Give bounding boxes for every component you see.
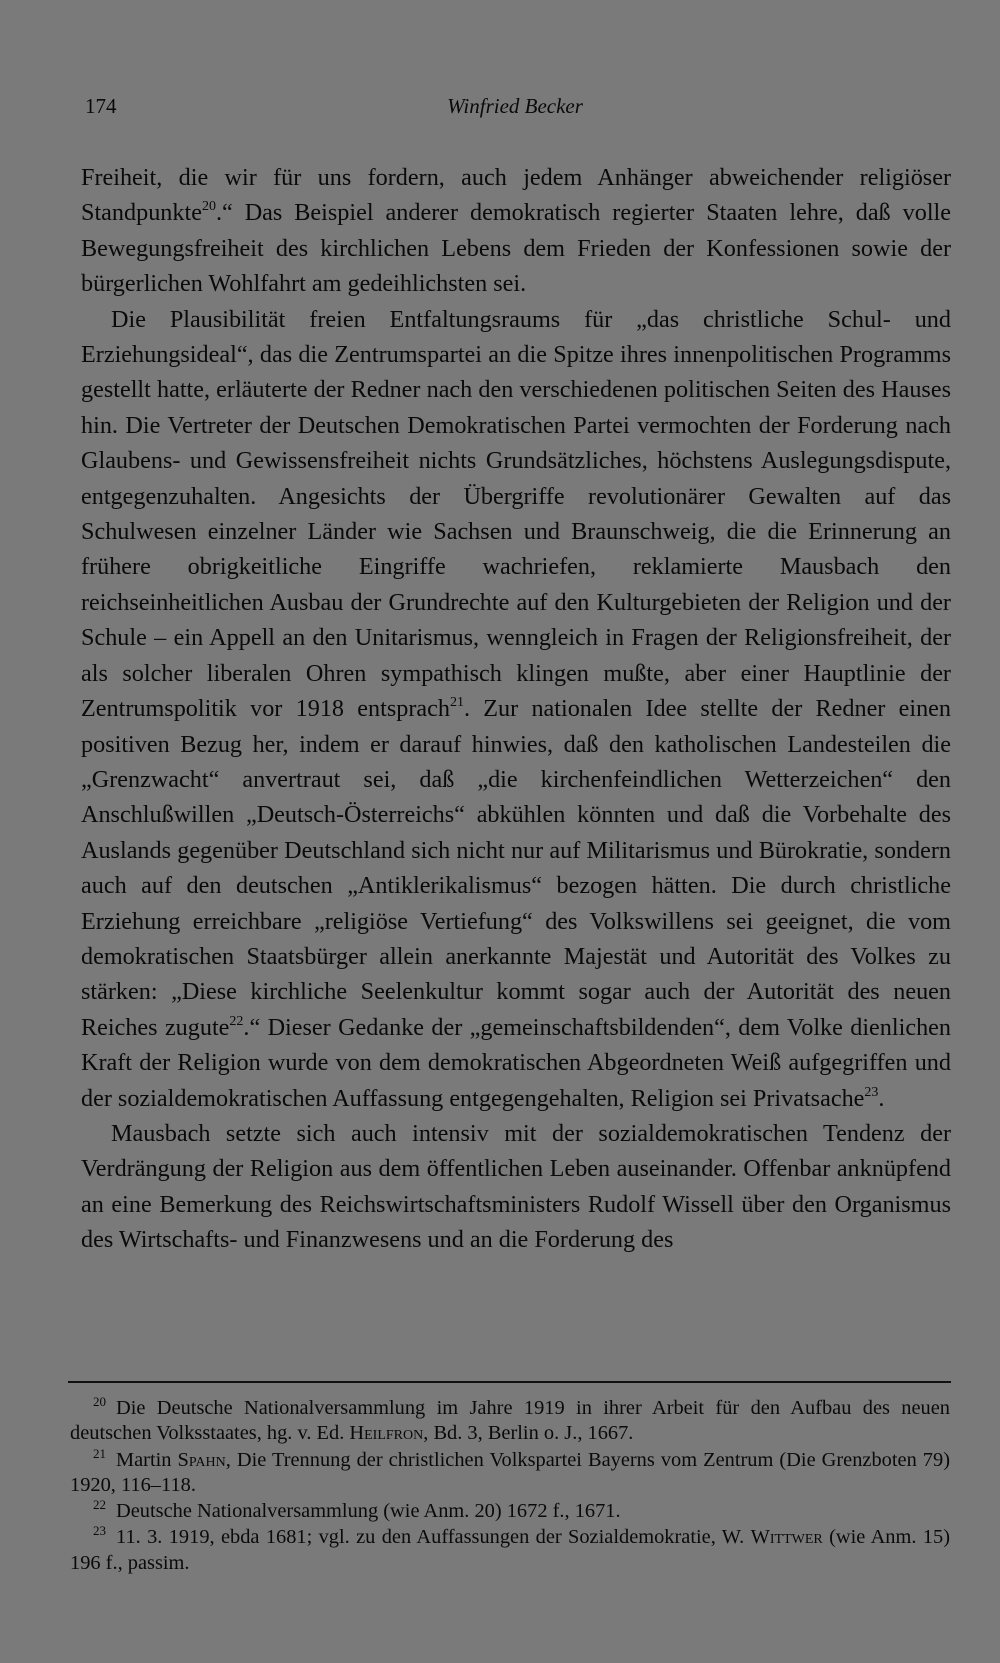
paragraph-1: Freiheit, die wir für uns fordern, auch jedem Anhänger abweichender religiöser Standpunkte$^{20}$.“ Das Beispiel anderer demokratisch regierter Staaten lehre, daß volle Bewegungsfreiheit des kirchlichen Lebens dem Frieden der Konfessionen sowie der bürgerlichen Wohlfahrt am gedeihlichsten sei. (81, 164, 951, 298)
footnote-ref-20: 20 (201, 199, 216, 215)
paragraph-2: Die Plausibilität freien Entfaltungsraums für „das christliche Schul- und Erziehungsideal“, das die Zentrumspartei an die Spitze ihres innenpolitischen Programms gestellt hatte, erläuterte der Redner nach den verschiedenen politischen Seiten des Hauses hin. Die Vertreter der Deutschen Demokratischen Partei vermochten der Forderung nach Glaubens- und Gewissensfreiheit nichts Grundsätzliches, höchstens Auslegungsdispute, entgegenzuhalten. Angesichts der Übergriffe revolutionärer Gewalten auf das Schulwesen einzelner Länder wie Sachsen und Braunschweig, die die Erinnerung an frühere obrigkeitliche Eingriffe wachriefen, reklamierte Mausbach den reichseinheitlichen Ausbau der Grundrechte auf den Kulturgebieten der Religion und der Schule – ein Appell an den Unitarismus, wenngleich in Fragen der Religionsfreiheit, der als solcher liberalen Ohren sympathisch klingen mußte, aber einer Hauptlinie der Zentrumspolitik vor 1918 entsprach$^{21}$. Zur nationalen Idee stellte der Redner einen positiven Bezug her, indem er darauf hinwies, daß den katholischen Landesteilen die „Grenzwacht“ anvertraut sei, daß „die kirchenfeindlichen Wetterzeichen“ den Anschlußwillen „Deutsch-Österreichs“ abkühlen könnten und daß die Vorbehalte des Auslands gegenüber Deutschland sich nicht nur auf Militarismus und Bürokratie, sondern auch auf den deutschen „Antiklerikalismus“ bezogen hätten. Die durch christliche Erziehung erreichbare „religiöse Vertiefung“ des Volkswillens sei geeignet, die vom demokratischen Staatsbürger allein anerkannte Majestät und Autorität des Volkes zu stärken: „Diese kirchliche Seelenkultur kommt sogar auch der Autorität des neuen Reiches zugute$^{22}$.“ Dieser Gedanke der „gemeinschaftsbildenden“, dem Volke dienlichen Kraft der Religion wurde von dem demokratischen Abgeordneten Weiß aufgegriffen und der sozialdemokratischen Auffassung entgegengehalten, Religion sei Privatsache$^{23}$. (81, 305, 951, 1112)
footnote-ref-22: 22 (229, 1013, 244, 1029)
footnotes (70, 1396, 950, 1577)
footnote-23: 23 11. 3. 1919, ebda 1681; vgl. zu den Auffassungen der Sozialdemokratie, W. Wittwer (wie Anm. 15) 196 f., passim. (70, 1523, 950, 1574)
running-header (85, 94, 945, 134)
paragraph-3: Mausbach setzte sich auch intensiv mit der sozialdemokratischen Tendenz der Verdrängung der Religion aus dem öffentlichen Leben auseinander. Offenbar anknüpfend an eine Bemerkung des Reichswirtschaftsministers Rudolf Wissell über den Organismus des Wirtschafts- und Finanzwesens und an die Forderung des (81, 1119, 951, 1254)
page-number: 174 (85, 94, 117, 118)
footnote-separator (68, 1381, 951, 1383)
body-text (81, 160, 951, 1258)
footnote-20: 20 Die Deutsche Nationalversammlung im Jahre 1919 in ihrer Arbeit für den Aufbau des neuen deutschen Volksstaates, hg. v. Ed. Heilfron, Bd. 3, Berlin o. J., 1667. (70, 1394, 950, 1445)
footnote-22: 22 Deutsche Nationalversammlung (wie Anm. 20) 1672 f., 1671. (93, 1497, 621, 1523)
footnote-ref-21: 21 (449, 695, 464, 711)
running-title: Winfried Becker (447, 94, 583, 118)
footnote-21: 21 Martin Spahn, Die Trennung der christlichen Volkspartei Bayerns vom Zentrum (Die Grenzboten 79) 1920, 116–118. (70, 1445, 950, 1496)
footnote-ref-23: 23 (864, 1084, 879, 1100)
